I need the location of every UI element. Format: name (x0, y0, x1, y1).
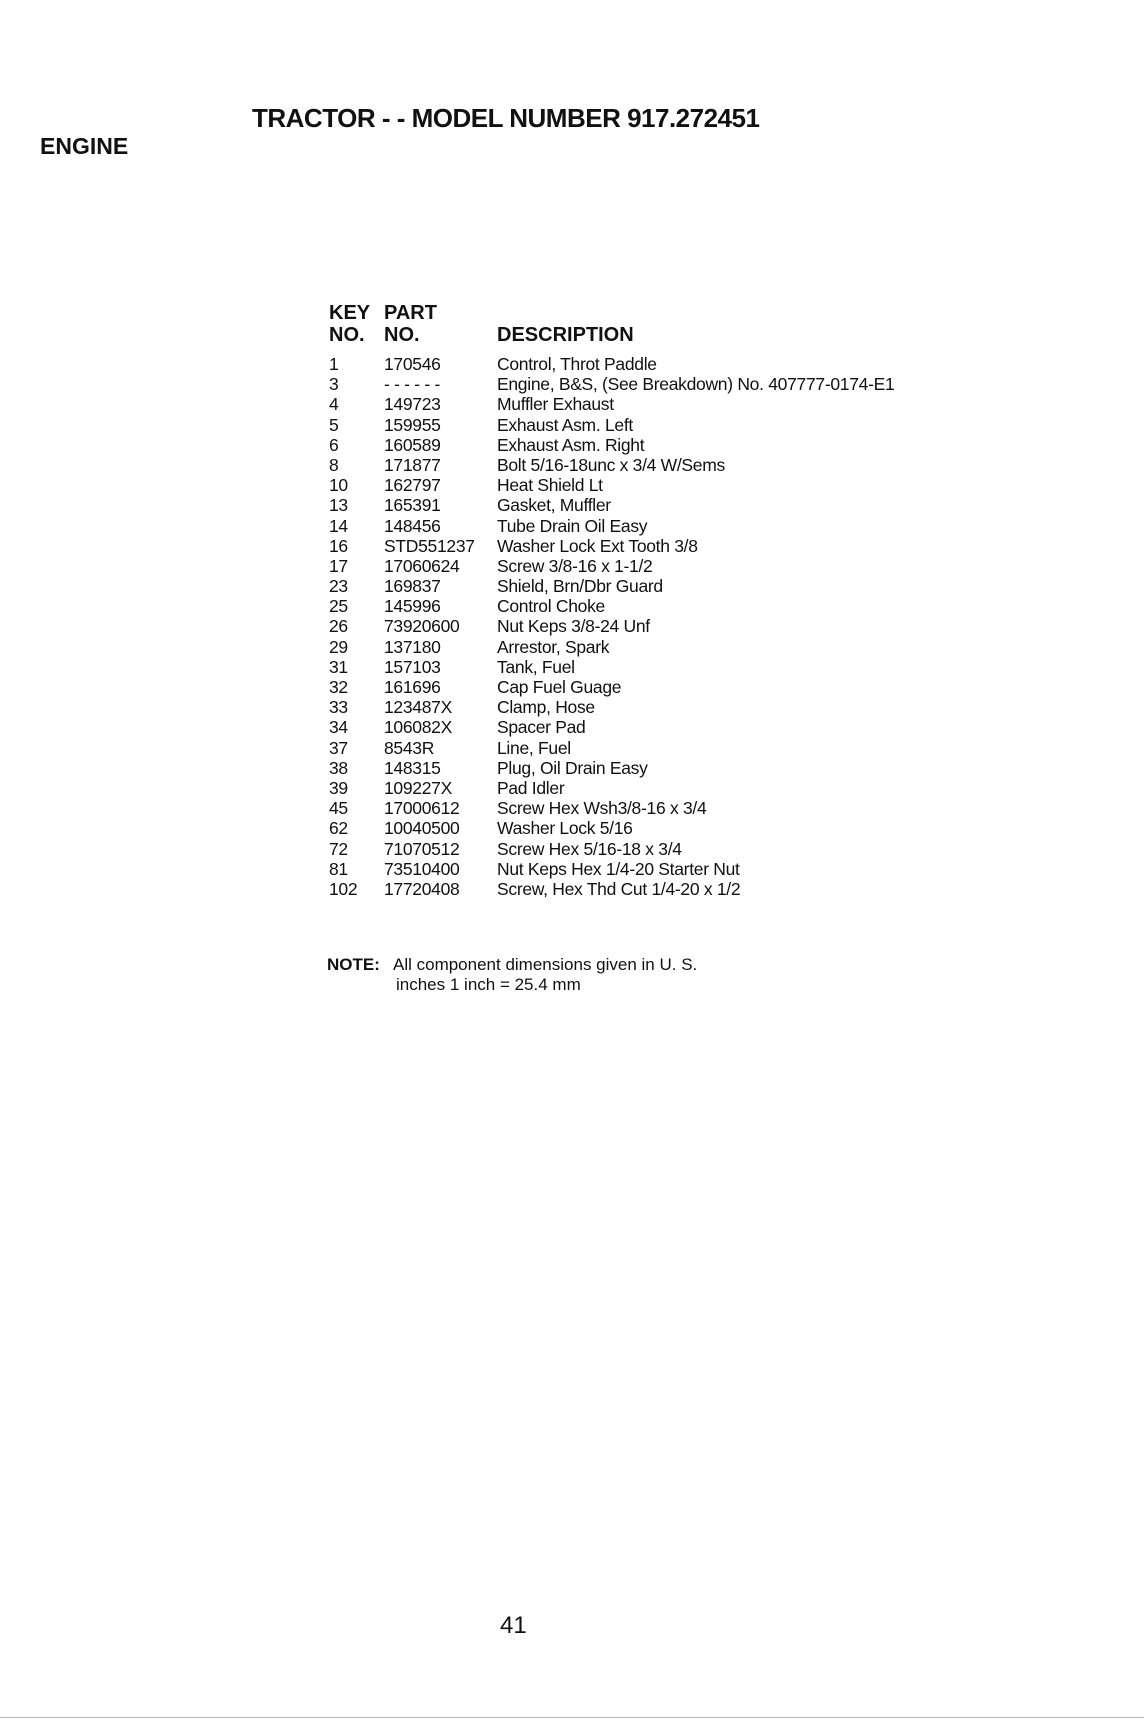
table-row (329, 596, 894, 616)
note (327, 955, 697, 995)
key-no-cell: 14 (329, 515, 348, 536)
key-no-cell: 17 (329, 555, 348, 576)
table-row (329, 374, 894, 394)
description-cell: Spacer Pad (497, 717, 586, 738)
part-no-cell: 145996 (384, 596, 441, 617)
table-row (329, 637, 894, 657)
part-no-cell: 148315 (384, 757, 441, 778)
key-no-cell: 23 (329, 576, 348, 597)
description-cell: Washer Lock Ext Tooth 3/8 (497, 535, 698, 556)
table-row (329, 859, 894, 879)
table-row (329, 758, 894, 778)
part-no-cell: 123487X (384, 697, 452, 718)
part-no-cell: 170546 (384, 354, 441, 374)
part-no-cell: 159955 (384, 414, 441, 435)
description-cell: Bolt 5/16-18unc x 3/4 W/Sems (497, 454, 725, 475)
table-row (329, 798, 894, 818)
bottom-rule (0, 1717, 1144, 1718)
section-label: ENGINE (40, 133, 129, 159)
description-cell: Control, Throt Paddle (497, 354, 657, 374)
part-header-line2: NO. (384, 324, 420, 346)
key-no-cell: 4 (329, 394, 339, 415)
table-row (329, 475, 894, 495)
description-cell: Tube Drain Oil Easy (497, 515, 648, 536)
table-row (329, 556, 894, 576)
table-row (329, 576, 894, 596)
key-no-cell: 6 (329, 434, 339, 455)
part-no-cell: 8543R (384, 737, 435, 758)
part-no-cell: 10040500 (384, 818, 460, 839)
part-no-cell: 148456 (384, 515, 441, 536)
key-no-cell: 25 (329, 596, 348, 617)
part-no-cell: 160589 (384, 434, 441, 455)
table-row (329, 738, 894, 758)
table-row (329, 778, 894, 798)
table-row (329, 717, 894, 737)
key-no-cell: 13 (329, 495, 348, 516)
table-row (329, 677, 894, 697)
description-cell: Clamp, Hose (497, 697, 595, 718)
description-cell: Exhaust Asm. Right (497, 434, 645, 455)
table-row (329, 394, 894, 414)
part-no-cell: 162797 (384, 475, 441, 496)
part-no-cell: 73510400 (384, 858, 460, 879)
key-no-cell: 45 (329, 798, 348, 819)
key-no-cell: 32 (329, 677, 348, 697)
note-line1-wrap (327, 955, 697, 975)
key-no-cell: 8 (329, 454, 339, 475)
note-label: NOTE: (327, 955, 380, 974)
key-no-cell: 72 (329, 838, 348, 859)
key-no-cell: 37 (329, 737, 348, 758)
note-line2: inches 1 inch = 25.4 mm (396, 975, 581, 994)
table-header-row-2 (329, 324, 894, 346)
part-no-cell: 73920600 (384, 616, 460, 637)
description-cell: Gasket, Muffler (497, 495, 611, 516)
note-line1: All component dimensions given in U. S. (393, 955, 698, 974)
description-cell: Tank, Fuel (497, 656, 575, 677)
description-cell: Cap Fuel Guage (497, 677, 622, 697)
key-no-cell: 26 (329, 616, 348, 637)
description-cell: Exhaust Asm. Left (497, 414, 633, 435)
part-header-line1: PART (384, 302, 437, 324)
key-no-cell: 1 (329, 354, 339, 374)
description-cell: Muffler Exhaust (497, 394, 614, 415)
key-no-cell: 10 (329, 475, 348, 496)
part-no-cell: STD551237 (384, 535, 475, 556)
page-title: TRACTOR - - MODEL NUMBER 917.272451 (252, 103, 760, 133)
table-row (329, 879, 894, 899)
key-header-line1: KEY (329, 302, 371, 324)
key-no-cell: 39 (329, 777, 348, 798)
description-cell: Plug, Oil Drain Easy (497, 757, 648, 778)
part-no-cell: 17000612 (384, 798, 460, 819)
key-no-cell: 38 (329, 757, 348, 778)
table-row (329, 455, 894, 475)
table-row (329, 697, 894, 717)
description-cell: Nut Keps 3/8-24 Unf (497, 616, 650, 637)
description-cell: Engine, B&S, (See Breakdown) No. 407777-0174-E1 (497, 374, 895, 395)
description-cell: Line, Fuel (497, 737, 571, 758)
table-row (329, 516, 894, 536)
description-cell: Nut Keps Hex 1/4-20 Starter Nut (497, 858, 740, 879)
table-row (329, 435, 894, 455)
description-header: DESCRIPTION (497, 324, 634, 346)
table-header-row-1 (329, 302, 894, 324)
key-no-cell: 31 (329, 656, 348, 677)
part-no-cell: 17720408 (384, 878, 460, 899)
part-no-cell: 157103 (384, 656, 441, 677)
table-row (329, 536, 894, 556)
key-no-cell: 5 (329, 414, 339, 435)
part-no-cell: 71070512 (384, 838, 460, 859)
description-cell: Arrestor, Spark (497, 636, 610, 657)
table-row (329, 616, 894, 636)
description-cell: Shield, Brn/Dbr Guard (497, 576, 663, 597)
part-no-cell: 137180 (384, 636, 441, 657)
description-cell: Washer Lock 5/16 (497, 818, 633, 839)
part-no-cell: 169837 (384, 576, 441, 597)
table-row (329, 818, 894, 838)
key-header-line2: NO. (329, 324, 365, 346)
description-cell: Screw 3/8-16 x 1-1/2 (497, 555, 653, 576)
key-no-cell: 16 (329, 535, 348, 556)
part-no-cell: 171877 (384, 454, 441, 475)
table-row (329, 354, 894, 374)
key-no-cell: 81 (329, 858, 348, 879)
key-no-cell: 62 (329, 818, 348, 839)
part-no-cell: 149723 (384, 394, 441, 415)
parts-table (329, 302, 894, 899)
description-cell: Screw Hex 5/16-18 x 3/4 (497, 838, 682, 859)
table-row (329, 657, 894, 677)
table-body (329, 354, 894, 899)
key-no-cell: 29 (329, 636, 348, 657)
page-number: 41 (500, 1612, 527, 1639)
part-no-cell: 109227X (384, 777, 452, 798)
key-no-cell: 34 (329, 717, 348, 738)
description-cell: Pad Idler (497, 777, 565, 798)
key-no-cell: 102 (329, 878, 358, 899)
description-cell: Screw, Hex Thd Cut 1/4-20 x 1/2 (497, 878, 741, 899)
description-cell: Screw Hex Wsh3/8-16 x 3/4 (497, 798, 707, 819)
table-row (329, 495, 894, 515)
key-no-cell: 33 (329, 697, 348, 718)
key-no-cell: 3 (329, 374, 339, 395)
part-no-cell: 161696 (384, 677, 441, 697)
table-row (329, 415, 894, 435)
table-row (329, 839, 894, 859)
part-no-cell: 106082X (384, 717, 452, 738)
part-no-cell: 165391 (384, 495, 441, 516)
part-no-cell: - - - - - - (384, 374, 440, 395)
description-cell: Heat Shield Lt (497, 475, 603, 496)
part-no-cell: 17060624 (384, 555, 460, 576)
description-cell: Control Choke (497, 596, 605, 617)
